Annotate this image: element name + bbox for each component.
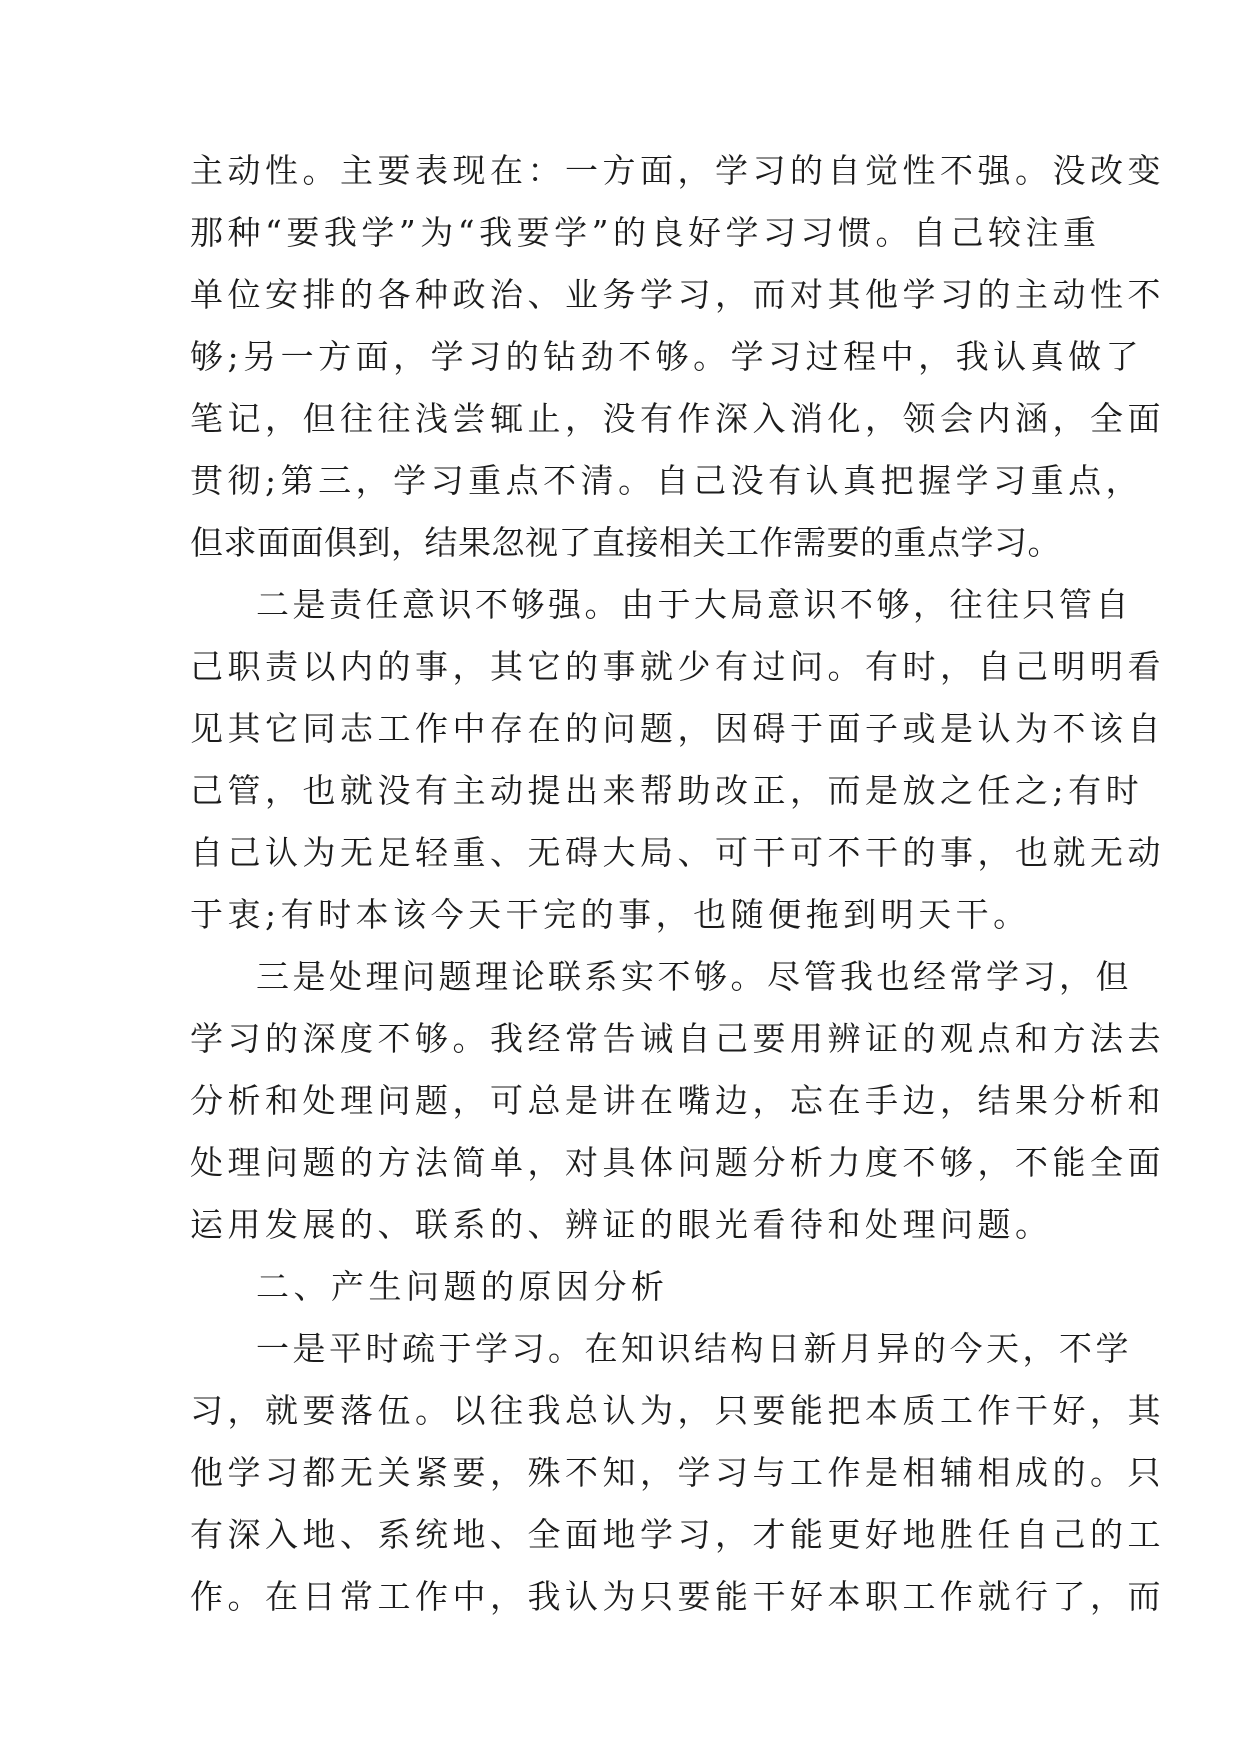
text-line: 单位安排的各种政治、业务学习，而对其他学习的主动性不 [190, 275, 1165, 314]
text-line: 学习的深度不够。我经常告诫自己要用辨证的观点和方法去 [190, 1019, 1165, 1058]
document-body [190, 140, 1165, 1628]
text-line: 有深入地、系统地、全面地学习，才能更好地胜任自己的工 [190, 1515, 1165, 1554]
text-line: 习，就要落伍。以往我总认为，只要能把本质工作干好，其 [190, 1391, 1165, 1430]
text-line: 但求面面俱到，结果忽视了直接相关工作需要的重点学习。 [190, 523, 1061, 562]
text-line: 分析和处理问题，可总是讲在嘴边，忘在手边，结果分析和 [190, 1081, 1165, 1120]
text-line: 己管，也就没有主动提出来帮助改正，而是放之任之;有时 [190, 771, 1144, 810]
text-line: 贯彻;第三，学习重点不清。自己没有认真把握学习重点， [190, 461, 1144, 500]
text-line: 那种“要我学”为“我要学”的良好学习习惯。自己较注重 [190, 213, 1101, 252]
text-line: 自己认为无足轻重、无碍大局、可干可不干的事，也就无动 [190, 833, 1165, 872]
text-line: 够;另一方面，学习的钻劲不够。学习过程中，我认真做了 [190, 337, 1144, 376]
text-line: 运用发展的、联系的、辨证的眼光看待和处理问题。 [190, 1205, 1053, 1244]
text-line: 主动性。主要表现在：一方面，学习的自觉性不强。没改变 [190, 151, 1165, 190]
text-line: 见其它同志工作中存在的问题，因碍于面子或是认为不该自 [190, 709, 1165, 748]
text-line: 处理问题的方法简单，对具体问题分析力度不够，不能全面 [190, 1143, 1165, 1182]
text-line: 笔记，但往往浅尝辄止，没有作深入消化，领会内涵，全面 [190, 399, 1165, 438]
paragraph-first-line: 三是处理问题理论联系实不够。尽管我也经常学习，但 [256, 957, 1132, 996]
text-line: 于衷;有时本该今天干完的事，也随便拖到明天干。 [190, 895, 1031, 934]
paragraph-first-line: 一是平时疏于学习。在知识结构日新月异的今天，不学 [256, 1329, 1132, 1368]
text-line: 己职责以内的事，其它的事就少有过问。有时，自己明明看 [190, 647, 1165, 686]
paragraph-first-line: 二是责任意识不够强。由于大局意识不够，往往只管自 [256, 585, 1132, 624]
text-line: 作。在日常工作中，我认为只要能干好本职工作就行了，而 [190, 1577, 1165, 1616]
text-line: 他学习都无关紧要，殊不知，学习与工作是相辅相成的。只 [190, 1453, 1165, 1492]
section-heading: 二、产生问题的原因分析 [256, 1267, 669, 1306]
